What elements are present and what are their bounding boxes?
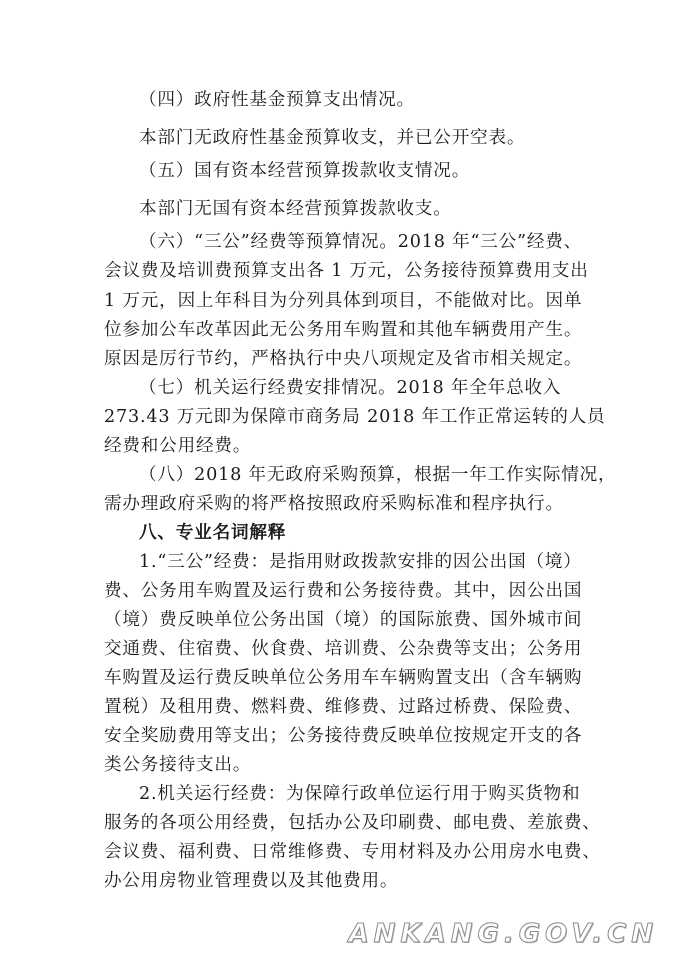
paragraph-line: 需办理政府采购的将严格按照政府采购标准和程序执行。 [104, 494, 564, 514]
paragraph-line: 费、公务用车购置及运行费和公务接待费。其中，因公出国 [104, 581, 583, 601]
paragraph-line: 原因是厉行节约，严格执行中央八项规定及省市相关规定。 [104, 349, 583, 369]
paragraph-line: （六）“三公”经费等预算情况。2018 年“三公”经费、 [139, 232, 583, 252]
section-heading: 八、专业名词解释 [139, 522, 287, 543]
paragraph-line: 1.“三公”经费：是指用财政拨款安排的因公出国（境） [139, 552, 582, 572]
paragraph-line: 安全奖励费用等支出；公务接待费反映单位按规定开支的各 [104, 726, 583, 746]
paragraph-line: （八）2018 年无政府采购预算，根据一年工作实际情况， [139, 465, 617, 485]
paragraph-line: 经费和公用经费。 [104, 436, 252, 456]
paragraph-line: （七）机关运行经费安排情况。2018 年全年总收入 [139, 378, 562, 398]
paragraph-line: 置税）及租用费、燃料费、维修费、过路过桥费、保险费、 [104, 697, 583, 717]
paragraph-line: 本部门无政府性基金预算收支，并已公开空表。 [139, 128, 526, 148]
site-watermark: ANKANG.GOV.CN [348, 919, 658, 949]
paragraph-line: 273.43 万元即为保障市商务局 2018 年工作正常运转的人员 [104, 407, 606, 427]
paragraph-line: 位参加公车改革因此无公务用车购置和其他车辆费用产生。 [104, 320, 583, 340]
paragraph-line: （境）费反映单位公务出国（境）的国际旅费、国外城市间 [104, 610, 583, 630]
paragraph-line: 类公务接待支出。 [104, 755, 252, 775]
paragraph-line: 2.机关运行经费：为保障行政单位运行用于购买货物和 [139, 784, 581, 804]
paragraph-line: 会议费及培训费预算支出各 1 万元，公务接待预算费用支出 [104, 261, 589, 281]
paragraph-line: （五）国有资本经营预算拨款收支情况。 [139, 161, 471, 181]
paragraph-line: 会议费、福利费、日常维修费、专用材料及办公用房水电费、 [104, 842, 601, 862]
paragraph-line: 办公用房物业管理费以及其他费用。 [104, 871, 399, 891]
paragraph-line: 本部门无国有资本经营预算拨款收支。 [139, 199, 452, 219]
paragraph-line: 1 万元，因上年科目为分列具体到项目，不能做对比。因单 [104, 291, 583, 311]
paragraph-line: 交通费、住宿费、伙食费、培训费、公杂费等支出；公务用 [104, 639, 583, 659]
paragraph-line: 服务的各项公用经费，包括办公及印刷费、邮电费、差旅费、 [104, 813, 601, 833]
paragraph-line: 车购置及运行费反映单位公务用车车辆购置支出（含车辆购 [104, 668, 583, 688]
paragraph-line: （四）政府性基金预算支出情况。 [139, 90, 415, 110]
